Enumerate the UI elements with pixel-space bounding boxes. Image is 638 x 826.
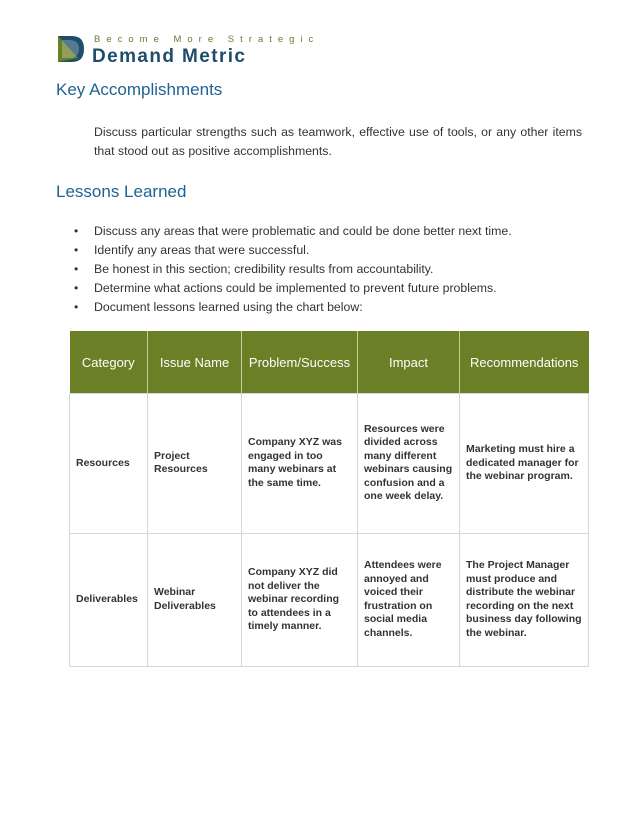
bullet-item xyxy=(72,279,592,298)
lessons-learned-heading: Lessons Learned xyxy=(56,182,187,201)
bullet-dot-icon: • xyxy=(74,224,79,238)
cell-recommendations: The Project Manager must produce and distribute the webinar recording on the next business day following the webinar. xyxy=(460,533,589,666)
bullet-item xyxy=(72,260,592,279)
cell-issue-name: Webinar Deliverables xyxy=(148,533,242,666)
bullet-dot-icon: • xyxy=(74,300,79,314)
logo-tagline: Become More Strategic xyxy=(94,34,320,45)
header-recommendations: Recommendations xyxy=(460,331,589,394)
bullet-text: Be honest in this section; credibility results from accountability. xyxy=(94,262,434,276)
cell-recommendations: Marketing must hire a dedicated manager for the webinar program. xyxy=(460,394,589,534)
key-accomplishments-heading: Key Accomplishments xyxy=(56,80,223,99)
bullet-dot-icon: • xyxy=(74,243,79,257)
cell-problem-success: Company XYZ was engaged in too many webinars at the same time. xyxy=(242,394,358,534)
table-header-row xyxy=(70,331,589,394)
lessons-learned-table xyxy=(69,331,589,667)
cell-category: Resources xyxy=(70,394,148,534)
bullet-item xyxy=(72,298,592,317)
cell-impact: Resources were divided across many different webinars causing confusion and a one week delay. xyxy=(358,394,460,534)
header-issue-name: Issue Name xyxy=(148,331,242,394)
logo-mark-icon xyxy=(56,34,86,64)
cell-issue-name: Project Resources xyxy=(148,394,242,534)
bullet-text: Discuss any areas that were problematic and could be done better next time. xyxy=(94,224,512,238)
table-row xyxy=(70,394,589,534)
logo-name: Demand Metric xyxy=(92,46,247,67)
bullet-text: Determine what actions could be implemented to prevent future problems. xyxy=(94,281,497,295)
bullet-text: Document lessons learned using the chart below: xyxy=(94,300,363,314)
header-category: Category xyxy=(70,331,148,394)
lessons-bullet-list xyxy=(72,222,592,317)
table-row xyxy=(70,533,589,666)
header-impact: Impact xyxy=(358,331,460,394)
cell-impact: Attendees were annoyed and voiced their frustration on social media channels. xyxy=(358,533,460,666)
bullet-dot-icon: • xyxy=(74,281,79,295)
cell-category: Deliverables xyxy=(70,533,148,666)
demand-metric-logo xyxy=(56,34,320,68)
key-accomplishments-text: Discuss particular strengths such as teamwork, effective use of tools, or any other items that stood out as positive accomplishments. xyxy=(94,125,582,158)
bullet-item xyxy=(72,241,592,260)
bullet-dot-icon: • xyxy=(74,262,79,276)
header-problem-success: Problem/Success xyxy=(242,331,358,394)
bullet-item xyxy=(72,222,592,241)
cell-problem-success: Company XYZ did not deliver the webinar recording to attendees in a timely manner. xyxy=(242,533,358,666)
bullet-text: Identify any areas that were successful. xyxy=(94,243,310,257)
